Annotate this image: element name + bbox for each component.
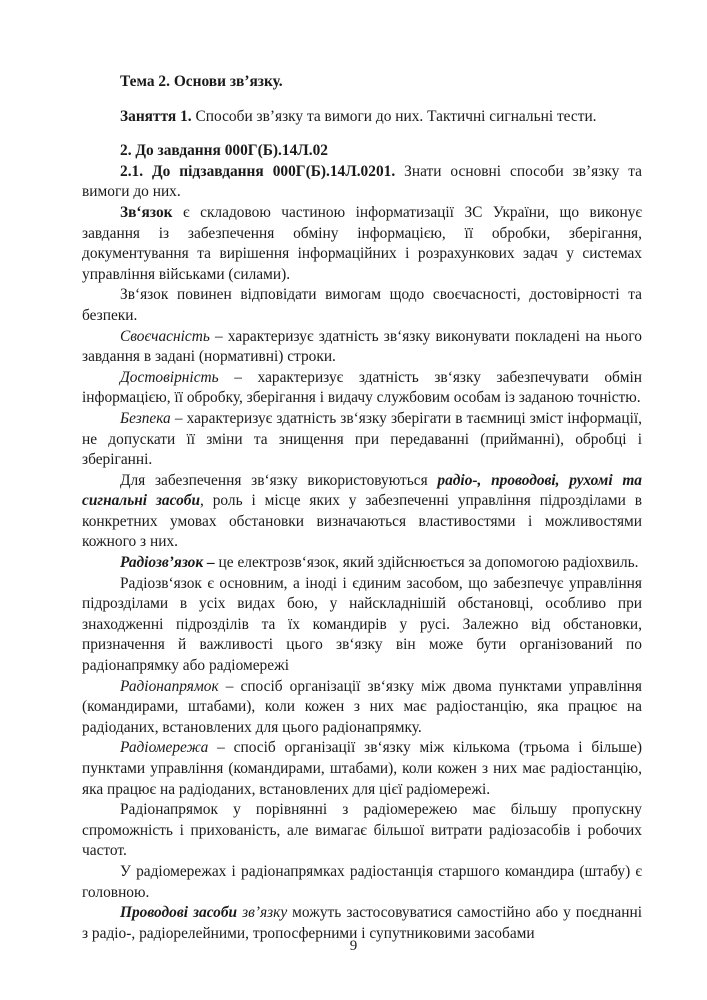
term-timeliness: Своєчасність [120,327,210,345]
paragraph-text: У радіомережах і радіонапрямках радіостанція старшого командира (штабу) є головною. [82,862,642,901]
term-wired: Проводові засоби [120,904,238,922]
paragraph-text: Зв‘язок повинен відповідати вимогам щодо своєчасності, достовірності та безпеки. [82,286,642,324]
term-wired-suffix: зв’язку [237,904,288,922]
paragraph-text: є складовою частиною інформатизації ЗС України, що виконує завдання із забезпечення обміну інформацією, її обробки, зберігання, документування та вирішення інформаційних і розрахункових задач у системах управління військами (силами). [82,203,642,283]
term-reliability: Достовірність [120,368,219,386]
paragraph-means [82,471,642,553]
paragraph-text: – характеризує здатність зв‘язку зберігати в таємниці зміст інформації, не допускати її зміни та знищення при передаванні (прийманні), обробці і зберіганні. [82,409,642,469]
subtask-paragraph [82,162,642,203]
lesson-heading [82,107,642,128]
lesson-text: Способи зв’язку та вимоги до них. Тактичні сигнальні тести. [191,107,597,125]
paragraph-reliability [82,368,642,409]
page-content [82,70,642,944]
term-means: радіо-, проводові, рухомі та сигнальні засоби [82,471,642,510]
paragraph-text: Для забезпечення зв‘язку використовуються [120,471,438,489]
lesson-label: Заняття 1. [120,107,192,125]
paragraph-text: – характеризує здатність зв‘язку виконувати покладені на нього завдання в задані (нормативні) строки. [82,327,642,366]
paragraph-radio-main [82,574,642,677]
paragraph-text: Радіонапрямок у порівнянні з радіомережею має більшу пропускну спроможність і прихованість, але вимагає більшої витрати радіозасобів і робочих частот. [82,801,642,860]
paragraph-text: , роль і місце яких у забезпеченні управління підрозділами в конкретних умовах обстановки визначаються властивостями і можливостями кожного з них. [82,492,642,551]
paragraph-requirements [82,285,642,326]
paragraph-text: – спосіб організації зв‘язку між двома пунктами управління (командирами, штабами), коли кожен з них має радіостанцію, яка працює на радіоданих, встановлених для цього радіонапрямку. [82,677,642,736]
term-radio-direction: Радіонапрямок [120,677,219,695]
paragraph-text: Радіозв‘язок є основним, а іноді і єдиним засобом, що забезпечує управління підрозділами в усіх видах бою, у найскладнішій обстановці, особливо при знаходженні підрозділів та їх командирів у русі. Залежно від обстановки, призначення й важливості цього зв‘язку він може бути організований по радіонапрямку або радіомережі [82,574,642,675]
paragraph-radio-direction [82,677,642,739]
paragraph-text: це електрозв‘язок, який здійснюється за допомогою радіохвиль. [214,554,639,572]
paragraph-main-station [82,862,642,903]
term-zvyazok: Зв‘язок [120,203,173,221]
subtask-label: 2.1. До підзавдання 000Г(Б).14Л.0201. [120,162,396,180]
task-heading: 2. До завдання 000Г(Б).14Л.02 [120,142,328,160]
paragraph-radio-definition [82,553,642,574]
paragraph-security [82,409,642,471]
subtask-text: Знати основні способи зв’язку та вимоги до них. [82,162,642,201]
paragraph-text: – характеризує здатність зв‘язку забезпечувати обмін інформацією, її обробку, зберігання і видачу службовим особам із заданою точністю. [82,368,642,407]
page-number: 9 [349,938,358,954]
paragraph-zvyazok [82,203,642,285]
term-security: Безпека [120,409,171,427]
topic-heading: Тема 2. Основи зв’язку. [120,73,283,90]
paragraph-comparison [82,800,642,862]
paragraph-radio-network [82,738,642,800]
term-radio-network: Радіомережа [120,739,209,757]
paragraph-timeliness [82,327,642,368]
paragraph-text: можуть застосовуватися самостійно або у поєднанні з радіо-, радіорелейними, тропосферними і супутниковими засобами [82,904,642,942]
term-radio: Радіозв’язок – [120,554,215,572]
paragraph-text: – спосіб організації зв‘язку між кількома (трьома і більше) пунктами управління (командирами, штабами), коли кожен з них має радіостанцію, яка працює на радіоданих, встановлених для цієї радіомережі. [82,739,642,798]
